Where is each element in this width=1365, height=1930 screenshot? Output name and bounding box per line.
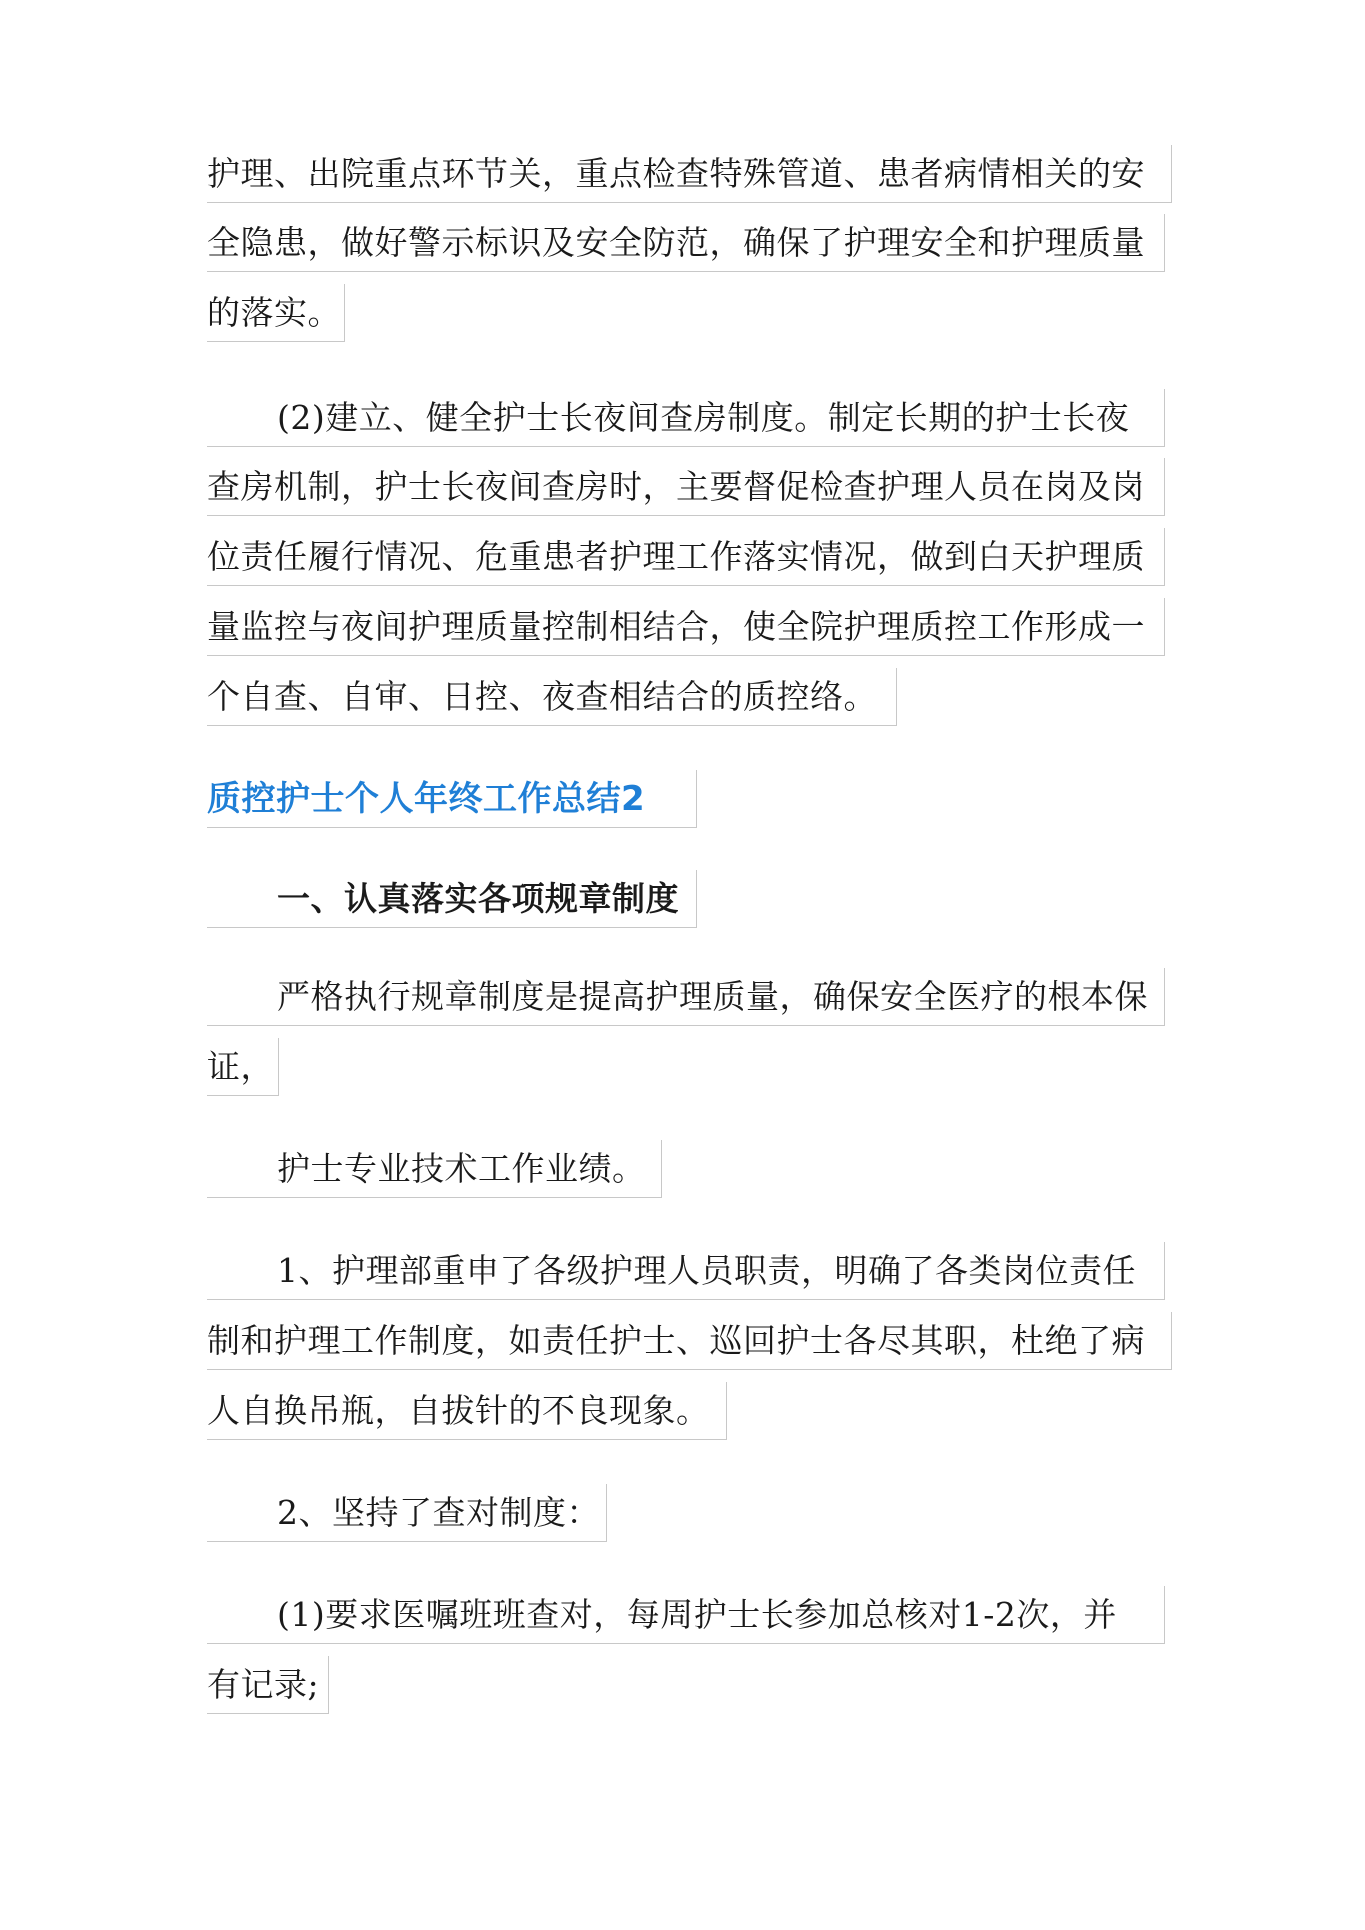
subsection-heading: 一、认真落实各项规章制度	[207, 870, 697, 928]
paragraph-line: 位责任履行情况、危重患者护理工作落实情况，做到白天护理质	[207, 528, 1165, 586]
paragraph-line: 护理、出院重点环节关，重点检查特殊管道、患者病情相关的安	[207, 145, 1172, 203]
paragraph-line: 人自换吊瓶，自拔针的不良现象。	[207, 1382, 727, 1440]
section-heading: 质控护士个人年终工作总结2	[207, 770, 697, 828]
paragraph-line: 个自查、自审、日控、夜查相结合的质控络。	[207, 668, 897, 726]
paragraph-line: (1)要求医嘱班班查对，每周护士长参加总核对1-2次，并	[207, 1586, 1165, 1644]
paragraph-line: 量监控与夜间护理质量控制相结合，使全院护理质控工作形成一	[207, 598, 1165, 656]
paragraph-line: 全隐患，做好警示标识及安全防范，确保了护理安全和护理质量	[207, 214, 1165, 272]
paragraph-line: 查房机制，护士长夜间查房时，主要督促检查护理人员在岗及岗	[207, 458, 1165, 516]
paragraph-line: 1、护理部重申了各级护理人员职责，明确了各类岗位责任	[207, 1242, 1165, 1300]
paragraph-line: 2、坚持了查对制度：	[207, 1484, 607, 1542]
paragraph-line: 护士专业技术工作业绩。	[207, 1140, 662, 1198]
paragraph-line: 有记录;	[207, 1656, 329, 1714]
paragraph-line: 制和护理工作制度，如责任护士、巡回护士各尽其职，杜绝了病	[207, 1312, 1172, 1370]
paragraph-line: 的落实。	[207, 284, 345, 342]
paragraph-line: 证，	[207, 1038, 279, 1096]
paragraph-line: (2)建立、健全护士长夜间查房制度。制定长期的护士长夜	[207, 389, 1165, 447]
paragraph-line: 严格执行规章制度是提高护理质量，确保安全医疗的根本保	[207, 968, 1165, 1026]
